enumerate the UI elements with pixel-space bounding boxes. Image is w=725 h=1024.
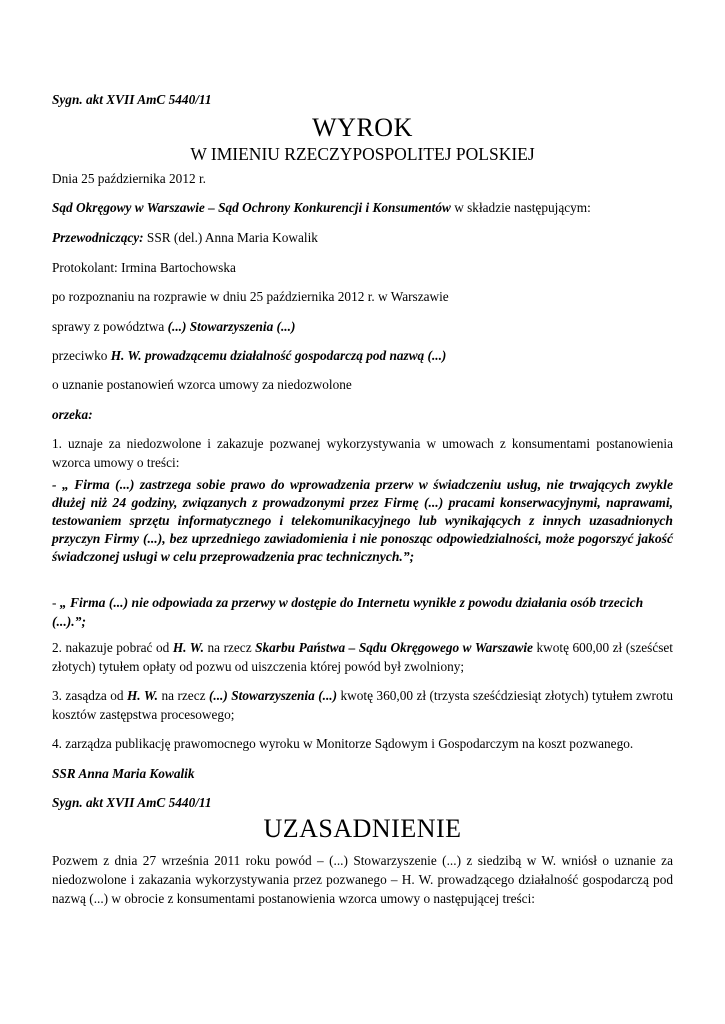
quoted-clause-2-line bbox=[52, 593, 673, 631]
verdict-date: Dnia 25 października 2012 r. bbox=[52, 171, 206, 186]
court-composition: w składzie następującym: bbox=[450, 200, 591, 215]
court-name: Sąd Okręgowy w Warszawie – Sąd Ochrony Konkurencji i Konsumentów bbox=[52, 200, 451, 215]
item3-text-b: na rzecz bbox=[158, 688, 209, 703]
hearing-line: po rozpoznaniu na rozprawie w dniu 25 października 2012 r. w Warszawie bbox=[52, 289, 449, 304]
verdict-subtitle: W IMIENIU RZECZYPOSPOLITEJ POLSKIEJ bbox=[190, 144, 535, 164]
orders-label: orzeka: bbox=[52, 407, 93, 422]
chair-label: Przewodniczący: bbox=[52, 230, 144, 245]
document-page bbox=[52, 0, 673, 1024]
justification-text: Pozwem z dnia 27 września 2011 roku powód – (...) Stowarzyszenie (...) z siedzibą w W. wniósł o uznanie za niedozwolone i zakazania wykorzystywania przez pozwanego – H. W. prowadzącego działalność gospodarczą pod nazwą (...) w obrocie z konsumentami postanowienia wzorca umowy o następującej treści: bbox=[52, 853, 673, 906]
case-line bbox=[52, 317, 673, 336]
item3-plaintiff: (...) Stowarzyszenia (...) bbox=[208, 688, 338, 703]
subject-line: o uznanie postanowień wzorca umowy za niedozwolone bbox=[52, 377, 352, 392]
order-item-4: 4. zarządza publikację prawomocnego wyroku w Monitorze Sądowym i Gospodarczym na koszt pozwanego. bbox=[52, 736, 634, 751]
item2-text-b: na rzecz bbox=[203, 640, 256, 655]
item2-defendant: H. W. bbox=[172, 640, 204, 655]
case-prefix: sprawy z powództwa bbox=[52, 319, 168, 334]
defendant-name: H. W. prowadzącemu działalność gospodarczą pod nazwą (...) bbox=[110, 348, 447, 363]
case-signature: Sygn. akt XVII AmC 5440/11 bbox=[52, 92, 212, 107]
quote2-dash: - bbox=[52, 595, 60, 610]
clerk-line: Protokolant: Irmina Bartochowska bbox=[52, 260, 236, 275]
item3-defendant: H. W. bbox=[126, 688, 159, 703]
plaintiff-name: (...) Stowarzyszenia (...) bbox=[167, 319, 296, 334]
order-item-3 bbox=[52, 686, 673, 724]
justification-signature: Sygn. akt XVII AmC 5440/11 bbox=[52, 795, 212, 810]
against-prefix: przeciwko bbox=[52, 348, 111, 363]
chair-name: SSR (del.) Anna Maria Kowalik bbox=[143, 230, 318, 245]
quoted-clause-2: „ Firma (...) nie odpowiada za przerwy w dostępie do Internetu wynikłe z powodu działania osób trzecich (...).”; bbox=[52, 595, 644, 629]
court-line bbox=[52, 198, 673, 217]
item3-text-a: 3. zasądza od bbox=[52, 688, 127, 703]
judge-signature: SSR Anna Maria Kowalik bbox=[52, 766, 195, 781]
quoted-clause-1: - „ Firma (...) zastrzega sobie prawo do wprowadzenia przerw w świadczeniu usług, nie trwających zwykle dłużej niż 24 godziny, związanych z prowadzonymi przez Firmę (...) pracami konserwacyjnymi, naprawami, testowaniem sprzętu informatycznego i telekomunikacyjnego lub wynikających z innych uzasadnionych przyczyn Firmy (...), bez uprzedniego zawiadomienia i nie ponosząc odpowiedzialności, może pogorszyć jakość świadczonej usługi w celu przeprowadzenia prac technicznych.”; bbox=[52, 477, 673, 564]
order-item-1: 1. uznaje za niedozwolone i zakazuje pozwanej wykorzystywania w umowach z konsumentami postanowienia wzorca umowy o treści: bbox=[52, 436, 673, 470]
chair-line bbox=[52, 228, 673, 247]
item2-text-c: kwotę 600,00 zł (sześćset złotych) tytułem opłaty od pozwu od uiszczenia której powód był zwolniony; bbox=[52, 640, 674, 674]
item2-treasury: Skarbu Państwa – Sądu Okręgowego w Warszawie bbox=[255, 640, 533, 655]
verdict-title: WYROK bbox=[312, 113, 413, 142]
item2-text-a: 2. nakazuje pobrać od bbox=[52, 640, 173, 655]
item3-text-c: kwotę 360,00 zł (trzysta sześćdziesiąt złotych) tytułem zwrotu kosztów zastępstwa procesowego; bbox=[52, 688, 673, 722]
against-line bbox=[52, 346, 673, 365]
justification-title: UZASADNIENIE bbox=[263, 814, 462, 843]
order-item-2 bbox=[52, 638, 673, 676]
